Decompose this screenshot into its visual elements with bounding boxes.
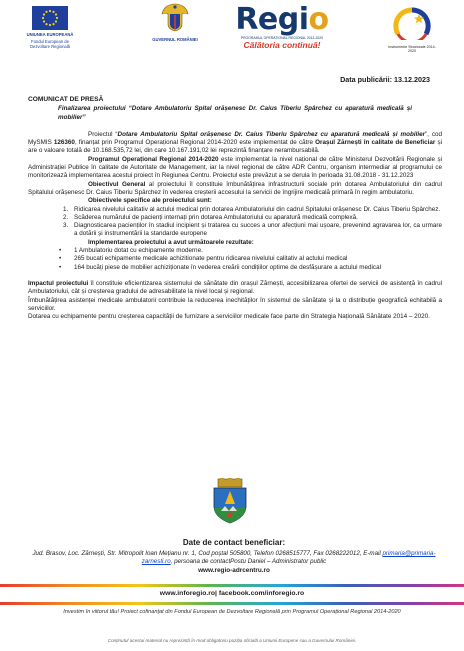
- press-release-title: COMUNICAT DE PRESĂ: [28, 96, 104, 103]
- footer-links[interactable]: www.inforegio.ro| facebook.com/inforegio.ro: [159, 590, 305, 597]
- results-heading: Implementarea proiectului a avut următoarele rezultate:: [88, 238, 254, 246]
- footer-divider-top: [0, 584, 464, 587]
- eu-caption-2: Fondul European de Dezvoltare Regională: [29, 39, 71, 49]
- structural-instruments-logo: [386, 6, 438, 54]
- contact-details: [24, 550, 444, 566]
- list-item: • 265 bucati echipamente medicale achizitionate pentru ridicarea nivelului calitativ al actului medical: [70, 255, 442, 263]
- p1-a: Proiectul “: [88, 130, 118, 138]
- structural-instruments-caption: Instrumente Structurale 2014-2020: [388, 45, 436, 54]
- p4-b: îl constituie eficientizarea sistemului de sănătate din orașul Zărnești, accesibilizarea ofertei de servicii de asistență în cadrul Ambulatoriului, cât și creșterea gradului de adresabilitate la nivel local și regional.: [28, 279, 442, 296]
- results-list: [56, 247, 442, 272]
- beneficiary: Orașul Zărnești în calitate de Beneficiar: [315, 139, 436, 147]
- paragraph-general-objective: [28, 181, 442, 198]
- regio-subtitle: PROGRAMUL OPERAȚIONAL REGIONAL 2014-2020: [240, 36, 324, 40]
- p1-c: ”, cod MySMIS: [28, 130, 442, 147]
- publication-date-label: Data publicării:: [340, 75, 393, 84]
- contact-email-link[interactable]: primaria@primaria-zarnesti.ro: [141, 550, 436, 565]
- program-name: Programul Operațional Regional 2014-2020: [88, 155, 219, 163]
- government-crest-icon: [158, 2, 192, 32]
- specific-objectives-heading: Obiectivele specifice ale proiectului sunt:: [88, 197, 212, 205]
- regio-word-main: Regi: [235, 2, 309, 37]
- government-caption: GUVERNUL ROMÂNIEI: [152, 37, 198, 42]
- impact-label: Impactul proiectului: [28, 279, 89, 287]
- list-item: • 164 bucăți piese de mobilier achiziționate în vederea creării condițiilor optime de desfășurare a actului medical: [70, 264, 442, 272]
- regio-logo: [230, 2, 334, 50]
- eu-caption-1: UNIUNEA EUROPEANĂ: [26, 32, 74, 37]
- p3-b: al proiectului îl constituie îmbunătățirea infrastructurii sociale prin dotarea Ambulatoriului din cadrul Spitalului orășenesc Dr. Caius Tiberiu Spârchez în vederea creșterii accesului la servicii de îngrijire medicală primară în regim ambulatoriu.: [28, 180, 442, 196]
- footer-funding-note: Investim în viitorul tău! Proiect cofinanțat din Fondul European de Dezvoltare Regională prin Programul Operațional Regional 2014-2020: [63, 609, 401, 615]
- contact-section: [24, 538, 444, 574]
- p2-b: este implementat la nivel național de către Ministerul Dezvoltării Regionale și Administrației Publice în calitate de Autoritate de Management, iar la nivel regional de către ADR Centru, organism intermediar al programului ce monitorizează implementarea acestui proiect în Regiunea Centru. Proiectul este prevăzut a se derula în perioada 31.08.2018 - 31.12.2023: [28, 155, 442, 180]
- list-item: 3. Diagnosticarea pacienților în stadiul incipient și tratarea cu succes a unor afecțiuni mai ușoare, prevenind agravarea lor, ca urmare a dotării și instrumentării la standarde europene: [70, 222, 442, 239]
- star-circle-icon: [392, 6, 432, 40]
- publication-date: [340, 75, 430, 84]
- paragraph-strategy: Dotarea cu echipamente pentru creșterea capacității de furnizare a serviciilor medicale face parte din Strategia Națională Sănătate 2014 – 2020.: [28, 313, 430, 321]
- p1-g: și are o valoare totală de 10.168.535,72 lei, din care 10.167.191,02 lei reprezintă finanțare nerambursabilă.: [28, 139, 442, 155]
- publication-date-value: 13.12.2023: [394, 75, 430, 84]
- p1-e: , finanțat prin Programul Operațional Regional 2014-2020 este implementat de către: [74, 139, 316, 147]
- general-objective-label: Obiectivul General: [88, 180, 146, 188]
- list-item: 2. Scăderea numărului de pacienți internați prin dotarea Ambulatoriului cu aparatură medicală complexă.: [70, 214, 442, 222]
- regio-word-o: o: [308, 2, 329, 37]
- regio-slogan: Călătoria continuă!: [243, 40, 321, 50]
- list-item: • 1 Ambulatoriu dotat cu echipamente moderne.: [70, 247, 442, 255]
- footer-divider-bottom: [0, 602, 464, 605]
- mysmis-code: 126360: [53, 139, 75, 147]
- contact-title: Date de contact beneficiar:: [182, 538, 286, 547]
- paragraph-program: [28, 156, 442, 181]
- paragraph-impact: [28, 280, 442, 297]
- zarnesti-coat-of-arms-icon: [210, 478, 250, 524]
- eu-logo: [22, 6, 78, 49]
- regio-wordmark: [230, 2, 334, 37]
- paragraph-project-intro: [28, 131, 442, 156]
- contact-address: Jud. Brasov, Loc. Zărnești, Str. Mitropolit Ioan Mețianu nr. 1, Cod poștal 505800, Telefon 0268515777, Fax 0268222012, E-mail: [32, 550, 383, 557]
- regio-website-link[interactable]: www.regio-adrcentru.ro: [198, 567, 270, 574]
- project-name: Dotare Ambulatoriu Spital orășenesc Dr. Caius Tiberiu Spârchez cu aparatură medicală și mobilier: [117, 130, 426, 138]
- paragraph-equity: Îmbunătățirea asistenței medicale ambulatorii contribuie la reducerea inechităților în sistemul de sănătate și la o distribuție geografică echitabilă a serviciilor.: [28, 296, 442, 312]
- contact-person: , persoana de contactPostu Daniel – Administrator public: [170, 558, 327, 565]
- specific-objectives-list: [56, 206, 442, 239]
- press-release-subtitle: Finalizarea proiectului “Dotare Ambulatoriu Spital orășenesc Dr. Caius Tiberiu Spârchez cu aparatură medicală și mobilier”: [58, 105, 412, 121]
- press-release-body: [28, 96, 442, 321]
- government-logo: [150, 2, 200, 42]
- footer-disclaimer: Conținutul acestui material nu reprezintă în mod obligatoriu poziția oficială a Uniunii Europene sau a Guvernului României.: [107, 638, 357, 643]
- list-item: 1. Ridicarea nivelului calitativ al actului medical prin dotarea Ambulatoriului din cadrul Spitalului orășenesc Dr. Caius Tiberiu Spârchez.: [70, 206, 442, 214]
- eu-flag-icon: [32, 6, 68, 30]
